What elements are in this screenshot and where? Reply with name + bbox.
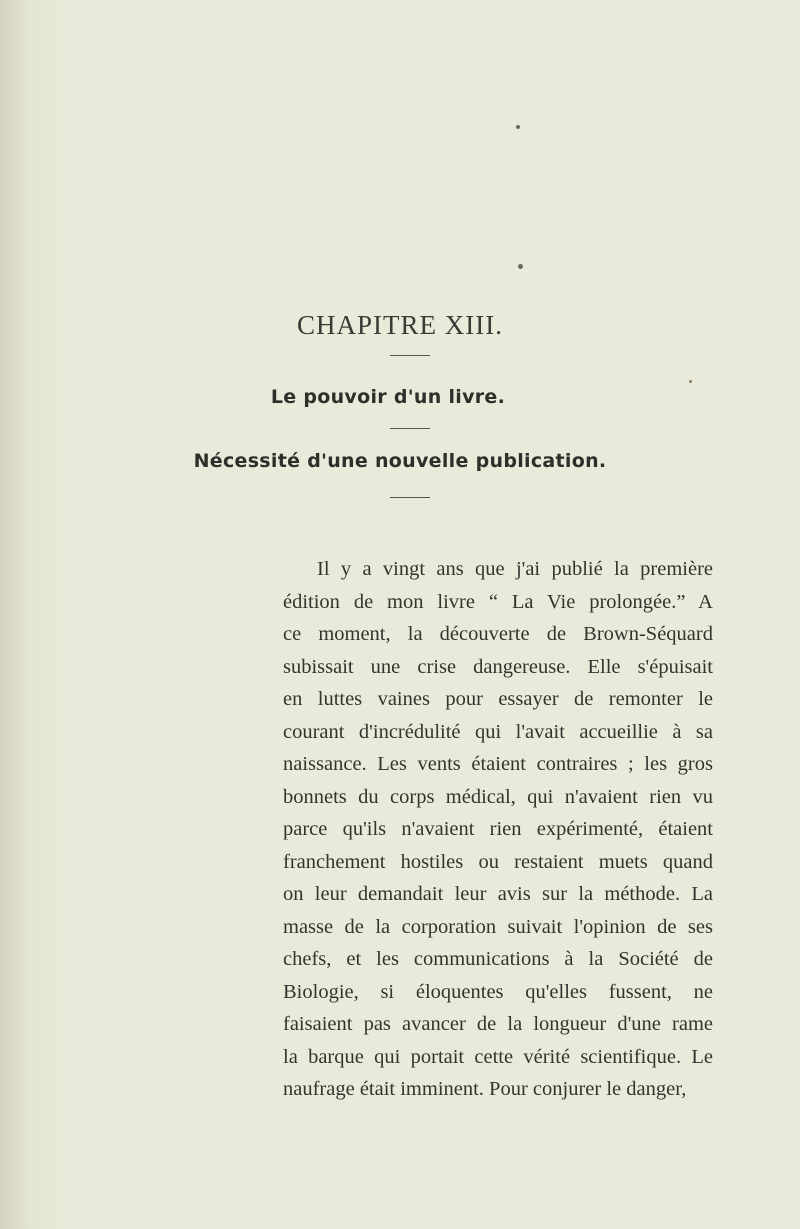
text-line: courant d'incrédulité qui l'avait accueillie à sa [283, 720, 713, 743]
text-line: subissait une crise dangereuse. Elle s'épuisait [283, 655, 713, 678]
divider-rule [390, 355, 430, 356]
paper-speck [516, 125, 520, 129]
text-line: édition de mon livre “ La Vie prolongée.” A [283, 590, 713, 613]
text-line: en luttes vaines pour essayer de remonter le [283, 688, 713, 710]
text-line: naissance. Les vents étaient contraires ; les gros [283, 753, 713, 775]
section-heading: Le pouvoir d'un livre. [270, 386, 506, 408]
text-line: Il y a vingt ans que j'ai publié la première [317, 558, 713, 580]
text-line: on leur demandait leur avis sur la méthode. La [283, 883, 713, 905]
text-line: faisaient pas avancer de la longueur d'une rame [283, 1013, 713, 1035]
chapter-title: CHAPITRE XIII. [297, 310, 503, 340]
text-line: masse de la corporation suivait l'opinion de ses [283, 915, 713, 938]
text-line: la barque qui portait cette vérité scientifique. Le [283, 1045, 713, 1068]
text-line: franchement hostiles ou restaient muets quand [283, 850, 713, 873]
text-line: Biologie, si éloquentes qu'elles fussent, ne [283, 980, 713, 1003]
paper-speck [518, 264, 523, 269]
text-line: parce qu'ils n'avaient rien expérimenté, étaient [283, 818, 713, 840]
body-paragraph [283, 553, 713, 1106]
text-line: naufrage était imminent. Pour conjurer le danger, [283, 1078, 687, 1100]
divider-rule [390, 497, 430, 498]
text-line: bonnets du corps médical, qui n'avaient rien vu [283, 785, 713, 808]
divider-rule [390, 428, 430, 429]
section-heading: Nécessité d'une nouvelle publication. [193, 450, 607, 472]
text-line: chefs, et les communications à la Société de [283, 948, 713, 970]
text-line: ce moment, la découverte de Brown-Séquard [283, 623, 713, 645]
paper-speck [689, 380, 692, 383]
